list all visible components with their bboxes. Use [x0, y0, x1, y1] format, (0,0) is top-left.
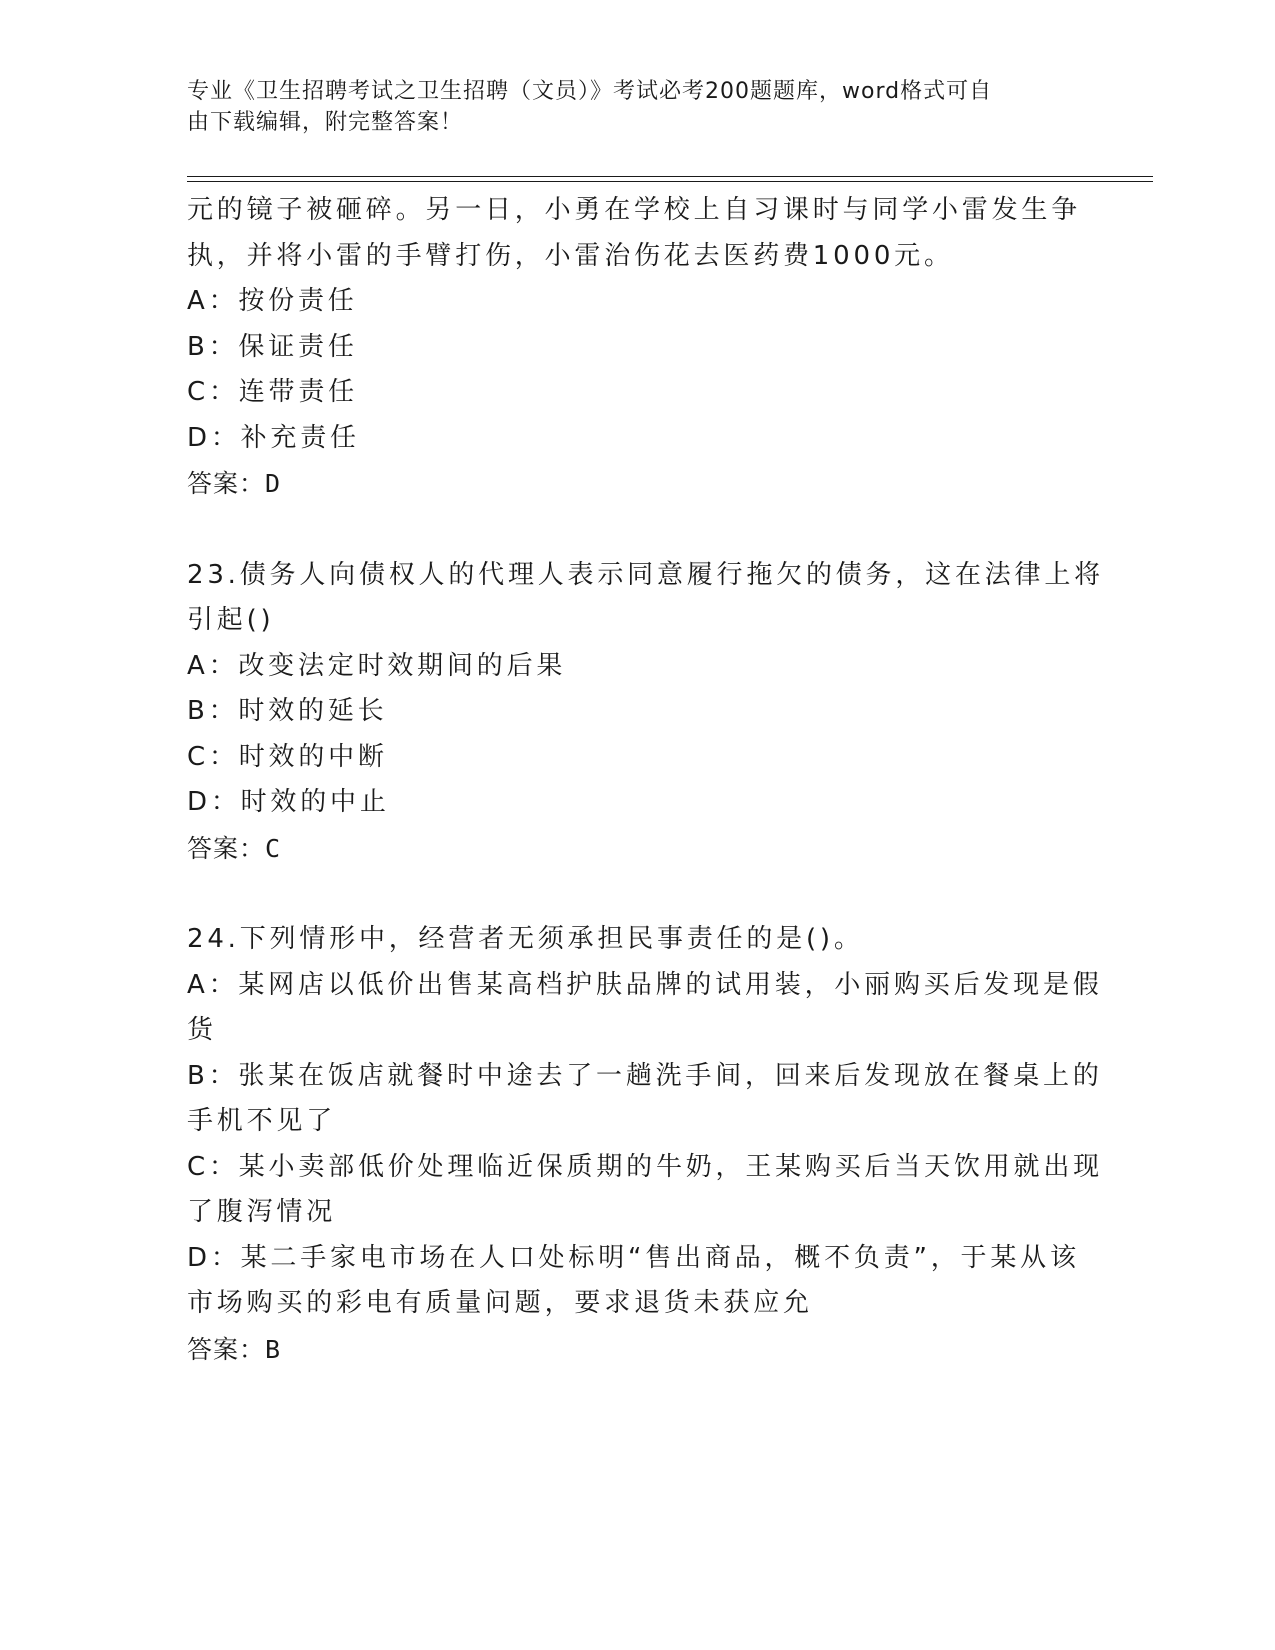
option-c: C：连带责任 [187, 377, 358, 407]
option-c: C：时效的中断 [187, 741, 388, 772]
header-line-2: 由下载编辑，附完整答案！ [187, 110, 464, 135]
option-a: A：按份责任 [187, 286, 358, 316]
option-d: D：时效的中止 [187, 787, 390, 817]
question-24 [187, 917, 1103, 1372]
option-d-continued: 市场购买的彩电有质量问题，要求退货未获应允 [187, 1288, 813, 1318]
header-rule-top [187, 176, 1153, 177]
spacer [187, 871, 1087, 917]
question-text-line: 引起() [187, 605, 275, 635]
spacer [187, 507, 1087, 553]
option-b: B：保证责任 [187, 331, 358, 362]
option-c-continued: 了腹泻情况 [187, 1197, 337, 1227]
answer-line: 答案：B [187, 1334, 282, 1364]
question-text-line: 24.下列情形中，经营者无须承担民事责任的是()。 [187, 924, 864, 954]
answer-line: 答案：D [187, 469, 282, 498]
question-23 [187, 553, 1104, 872]
option-a-continued: 货 [187, 1015, 217, 1045]
answer-line: 答案：C [187, 833, 282, 863]
option-c: C：某小卖部低价处理临近保质期的牛奶，王某购买后当天饮用就出现 [187, 1151, 1103, 1182]
question-text-line: 元的镜子被砸碎。另一日，小勇在学校上自习课时与同学小雷发生争 [187, 195, 1082, 225]
header-line-1: 专业《卫生招聘考试之卫生招聘（文员）》考试必考200题题库，word格式可自 [187, 79, 993, 104]
option-b-continued: 手机不见了 [187, 1106, 337, 1136]
option-d: D：补充责任 [187, 422, 360, 453]
option-a: A：改变法定时效期间的后果 [187, 650, 567, 681]
question-continuation [187, 188, 1087, 507]
question-text-line: 执，并将小雷的手臂打伤，小雷治伤花去医药费1000元。 [187, 240, 954, 271]
question-text-line: 23.债务人向债权人的代理人表示同意履行拖欠的债务，这在法律上将 [187, 559, 1104, 590]
option-a: A：某网店以低价出售某高档护肤品牌的试用装，小丽购买后发现是假 [187, 969, 1103, 1000]
option-b: B：时效的延长 [187, 696, 388, 726]
document-body [187, 188, 1104, 1372]
option-d: D：某二手家电市场在人口处标明“售出商品，概不负责”，于某从该 [187, 1242, 1080, 1273]
option-b: B：张某在饭店就餐时中途去了一趟洗手间，回来后发现放在餐桌上的 [187, 1060, 1103, 1091]
header-rule-bottom [187, 181, 1153, 182]
document-header [187, 76, 1067, 138]
